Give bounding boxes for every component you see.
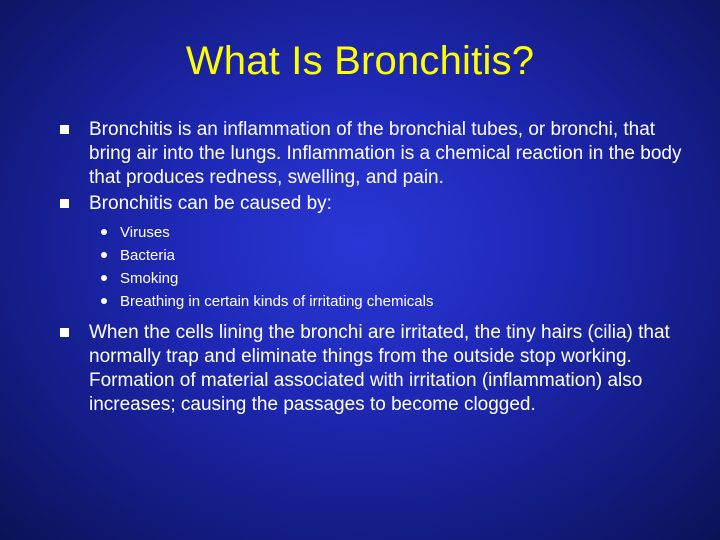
square-bullet-icon — [60, 199, 69, 208]
cause-item-chemicals — [60, 290, 700, 313]
slide-title: What Is Bronchitis? — [185, 39, 535, 83]
cause-text: Viruses — [120, 224, 170, 241]
square-bullet-icon — [60, 328, 69, 337]
round-bullet-icon — [101, 298, 107, 304]
cause-item-bacteria — [60, 244, 700, 267]
cause-text: Breathing in certain kinds of irritating chemicals — [120, 293, 434, 310]
causes-list — [60, 221, 700, 313]
bullet-causes-text: Bronchitis can be caused by: — [89, 193, 332, 214]
round-bullet-icon — [101, 229, 107, 235]
round-bullet-icon — [101, 252, 107, 258]
cause-item-smoking — [60, 267, 700, 290]
square-bullet-icon — [60, 125, 69, 134]
bullet-cilia — [60, 321, 700, 417]
bullet-causes — [60, 192, 700, 216]
cause-text: Smoking — [120, 270, 179, 287]
bullet-definition — [60, 118, 700, 190]
cause-text: Bacteria — [120, 247, 176, 264]
cause-item-viruses — [60, 221, 700, 244]
bullet-cilia-text: When the cells lining the bronchi are irritated, the tiny hairs (cilia) that normally trap and eliminate things from the outside stop working. Formation of material associated with irritation (inflammation) also increases; causing the passages to become clogged. — [89, 322, 670, 415]
round-bullet-icon — [101, 275, 107, 281]
slide-content — [60, 118, 700, 419]
bullet-definition-text: Bronchitis is an inflammation of the bronchial tubes, or bronchi, that bring air into the lungs. Inflammation is a chemical reaction in the body that produces redness, swelling, and pain. — [89, 119, 682, 188]
